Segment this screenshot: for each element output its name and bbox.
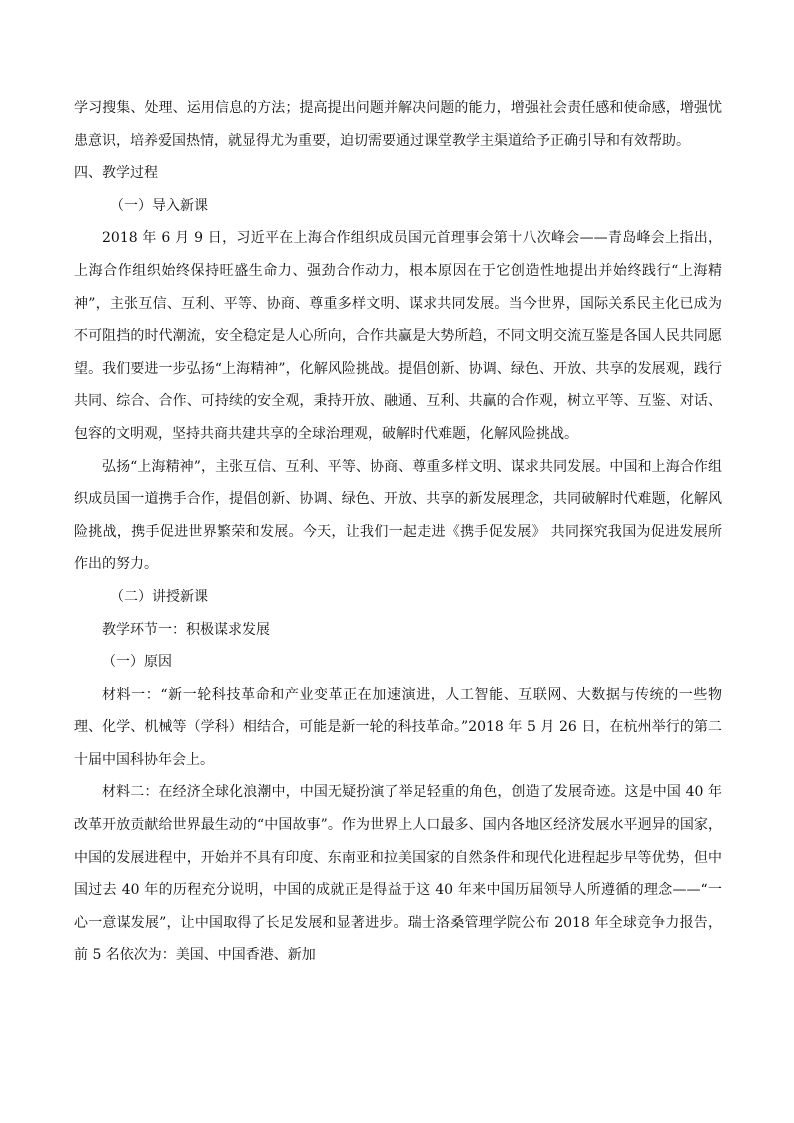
paragraph-material-2: 材料二：在经济全球化浪潮中，中国无疑扮演了举足轻重的角色，创造了发展奇迹。这是中国 40 年改革开放贡献给世界最生动的“中国故事”。作为世界上人口最多、国内各地区经济发展水平迥异的国家，中国的发展进程中，开始并不具有印度、东南亚和拉美国家的自然条件和现代化进程起步早等优势，但中国过去 40 年的历程充分说明，中国的成就正是得益于这 40 年来中国历届领导人所遵循的理念——“一心一意谋发展”，让中国取得了长足发展和显著进步。瑞士洛桑管理学院公布 2018 年全球竞争力报告，前 5 名依次为：美国、中国香港、新加 xyxy=(74,784,722,964)
paragraph-objectives: 学习搜集、处理、运用信息的方法；提高提出问题并解决问题的能力，增强社会责任感和使命感，增强忧患意识，培养爱国热情，就显得尤为重要，迫切需要通过课堂教学主渠道给予正确引导和有效帮助。 xyxy=(74,100,722,149)
paragraph-qingdao-summit: 2018 年 6 月 9 日，习近平在上海合作组织成员国元首理事会第十八次峰会——青岛峰会上指出，上海合作组织始终保持旺盛生命力、强劲合作动力，根本原因在于它创造性地提出并始终践行“上海精神”，主张互信、互利、平等、协商、尊重多样文明、谋求共同发展。当今世界，国际关系民主化已成为不可阻挡的时代潮流，安全稳定是人心所向，合作共赢是大势所趋，不同文明交流互鉴是各国人民共同愿望。我们要进一步弘扬“上海精神”，化解风险挑战。提倡创新、协调、绿色、开放、共享的发展观，践行共同、综合、合作、可持续的安全观，秉持开放、融通、互利、共赢的合作观，树立平等、互鉴、对话、包容的文明观，坚持共商共建共享的全球治理观，破解时代难题，化解风险挑战。 xyxy=(74,230,722,442)
paragraph-shanghai-spirit: 弘扬“上海精神”，主张互信、互利、平等、协商、尊重多样文明、谋求共同发展。中国和上海合作组织成员国一道携手合作，提倡创新、协调、绿色、开放、共享的新发展理念，共同破解时代难题，化解风险挑战，携手促进世界繁荣和发展。今天，让我们一起走进《携手促发展》 共同探究我国为促进发展所作出的努力。 xyxy=(74,458,722,573)
subheading-teaching-link-1: 教学环节一：积极谋求发展 xyxy=(102,621,270,638)
subheading-intro: （一）导入新课 xyxy=(110,197,208,214)
document-page xyxy=(74,92,722,972)
subheading-reason: （一）原因 xyxy=(102,654,172,671)
section-heading-teaching-process: 四、教学过程 xyxy=(74,165,158,182)
paragraph-material-1: 材料一：“新一轮科技革命和产业变革正在加速演进，人工智能、互联网、大数据与传统的一些物理、化学、机械等（学科）相结合，可能是新一轮的科技革命。”2018 年 5 月 26 日，在杭州举行的第二十届中国科协年会上。 xyxy=(74,686,722,768)
subheading-new-lesson: （二）讲授新课 xyxy=(110,588,208,605)
